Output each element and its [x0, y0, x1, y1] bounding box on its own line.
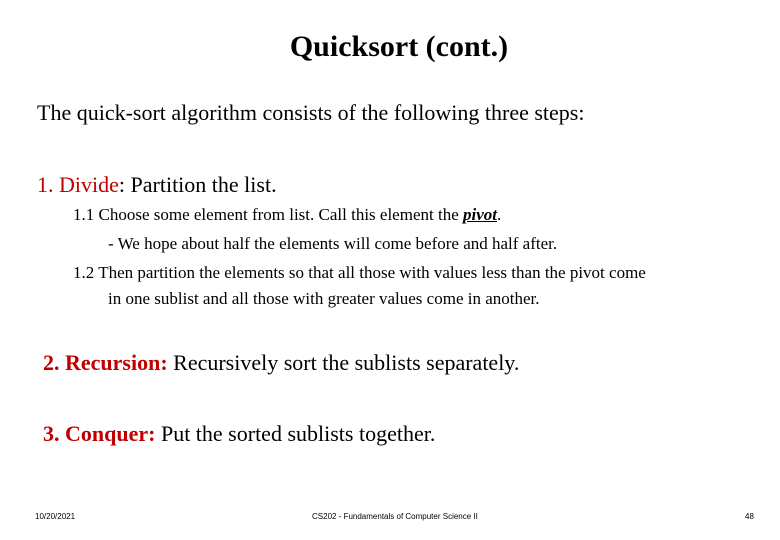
- substep-1-2-line2: in one sublist and all those with greater values come in another.: [108, 289, 540, 308]
- step-divide: [37, 172, 277, 198]
- step-divide-number: 1.: [37, 172, 54, 197]
- step-recursion-text: Recursively sort the sublists separately.: [167, 350, 520, 375]
- footer-date: 10/20/2021: [35, 512, 76, 521]
- footer-page-number: 48: [745, 512, 754, 521]
- step-conquer-label: 3. Conquer:: [43, 421, 156, 446]
- step-divide-text: Partition the list.: [125, 172, 277, 197]
- substep-1-1-end: .: [497, 205, 502, 224]
- step-divide-name: Divide: [59, 172, 119, 197]
- substep-1-1: [73, 205, 501, 225]
- step-conquer-text: Put the sorted sublists together.: [155, 421, 436, 446]
- intro-text: The quick-sort algorithm consists of the following three steps:: [37, 100, 585, 125]
- slide-title: Quicksort (cont.): [289, 30, 509, 63]
- step-divide-colon: :: [118, 172, 126, 197]
- substep-1-1-text: 1.1 Choose some element from list. Call this element the: [73, 205, 463, 224]
- pivot-term: pivot: [463, 205, 497, 224]
- substep-1-2-line1: 1.2 Then partition the elements so that all those with values less than the pivot come: [73, 263, 646, 282]
- step-recursion: [43, 350, 519, 376]
- step-conquer: [43, 421, 435, 447]
- step-recursion-label: 2. Recursion:: [43, 350, 168, 375]
- substep-1-1-note: - We hope about half the elements will come before and half after.: [108, 234, 558, 253]
- footer-course: CS202 - Fundamentals of Computer Science II: [312, 512, 478, 521]
